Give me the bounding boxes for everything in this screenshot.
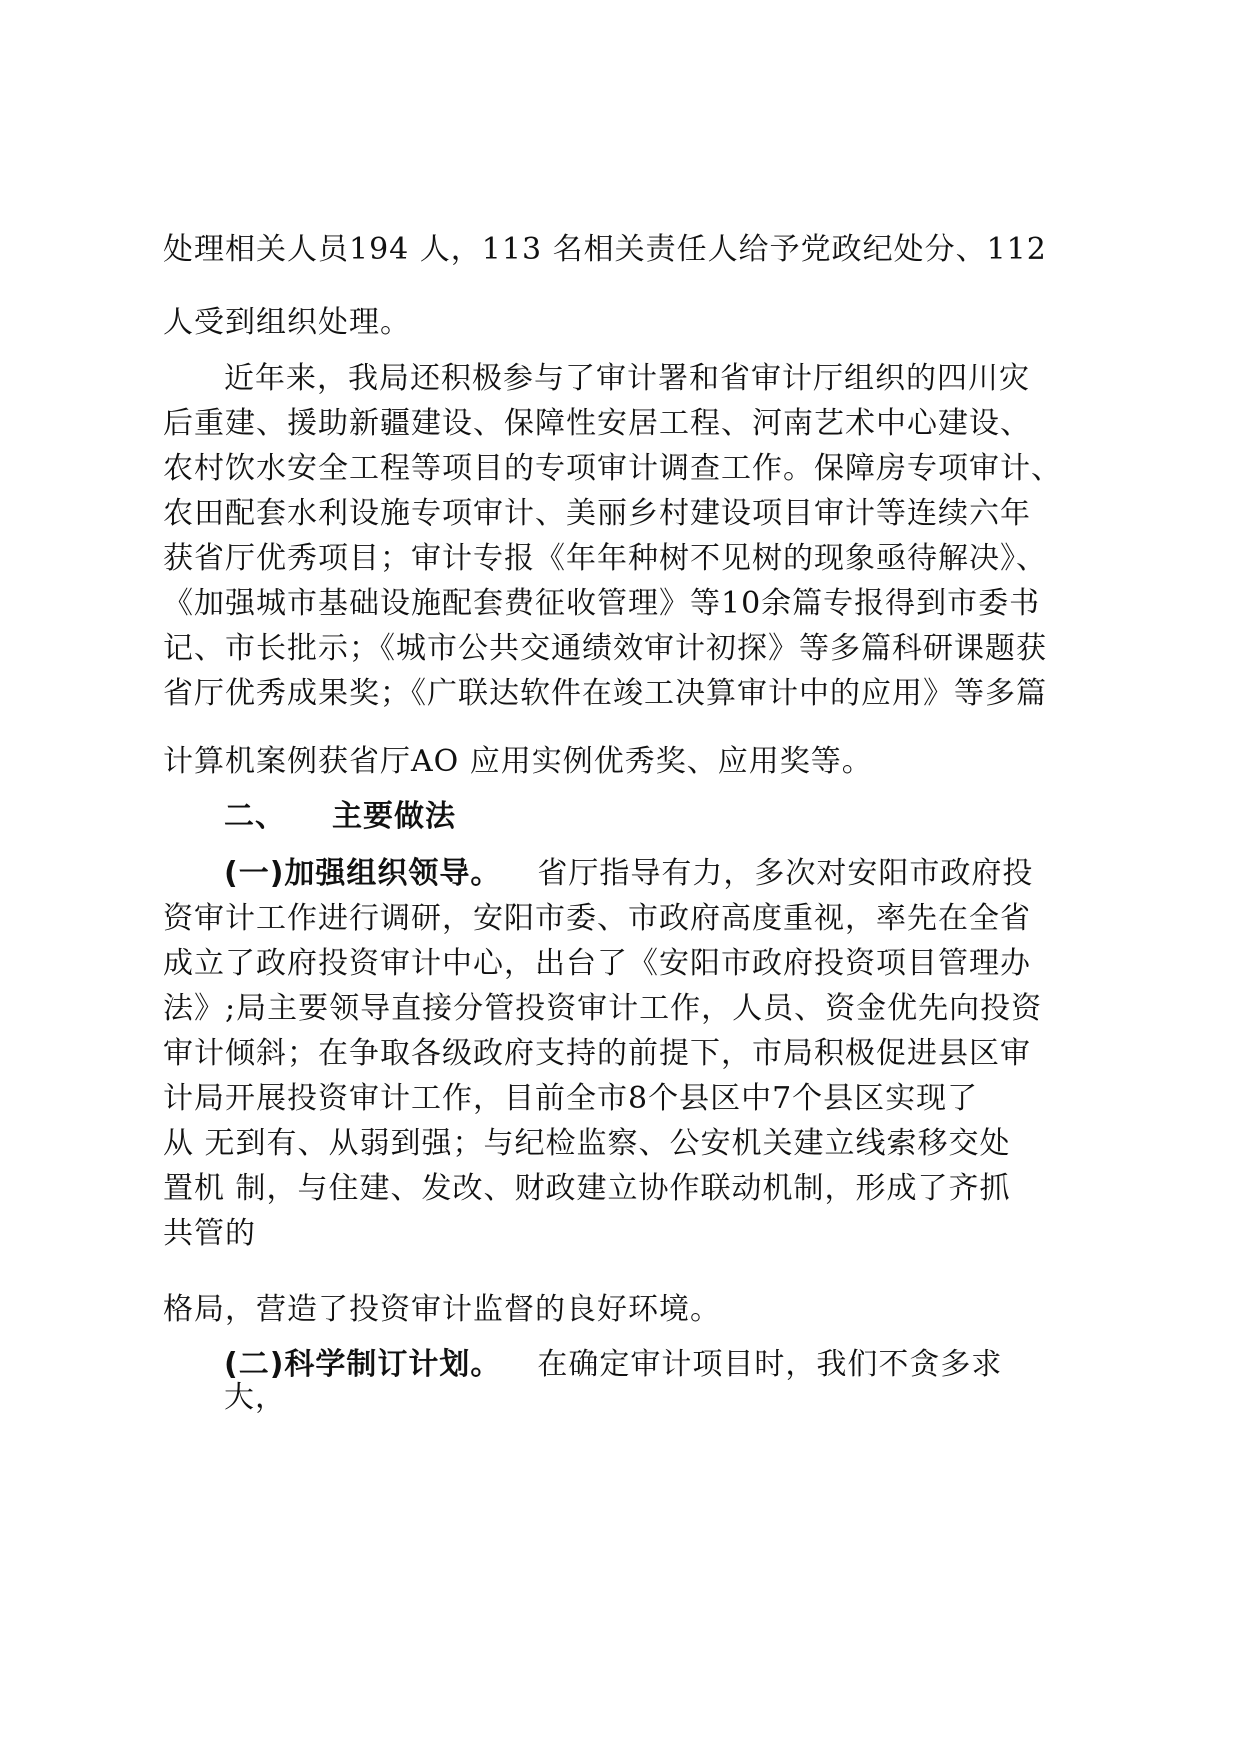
body-text-line: 计局开展投资审计工作，目前全市8个县区中7个县区实现了 [163, 1081, 979, 1116]
body-text-line: 后重建、援助新疆建设、保障性安居工程、河南艺术中心建设、 [163, 406, 1031, 441]
subsection-1-first-line [224, 856, 1033, 892]
section-heading [224, 799, 456, 835]
body-text-line: 农村饮水安全工程等项目的专项审计调查工作。保障房专项审计、 [163, 451, 1062, 486]
body-text-line: 计算机案例获省厅AO 应用实例优秀奖、应用奖等。 [163, 744, 873, 779]
section-heading-number: 二、 [224, 799, 286, 834]
body-text-line: 审计倾斜；在争取各级政府支持的前提下，市局积极促进县区审 [163, 1036, 1031, 1071]
body-text-line: 法》;局主要领导直接分管投资审计工作，人员、资金优先向投资 [163, 991, 1043, 1026]
section-heading-title: 主要做法 [332, 799, 456, 834]
body-text-line: 成立了政府投资审计中心，出台了《安阳市政府投资项目管理办 [163, 946, 1031, 981]
subsection-1-title: (一)加强组织领导。 [224, 856, 502, 891]
body-text-line: 从 无到有、从弱到强；与纪检监察、公安机关建立线索移交处 [163, 1126, 1011, 1161]
body-text-line: 获省厅优秀项目；审计专报《年年种树不见树的现象亟待解决》、 [163, 541, 1047, 576]
subsection-2-first-line [224, 1347, 1002, 1383]
body-text-line: 共管的 [163, 1216, 256, 1251]
body-text-line: 《加强城市基础设施配套费征收管理》等10余篇专报得到市委书 [163, 586, 1041, 621]
subsection-2-title: (二)科学制订计划。 [224, 1347, 502, 1382]
body-text-line: 农田配套水利设施专项审计、美丽乡村建设项目审计等连续六年 [163, 496, 1031, 531]
body-text-line: 置机 制，与住建、发改、财政建立协作联动机制，形成了齐抓 [163, 1171, 1011, 1206]
subsection-1-text: 省厅指导有力，多次对安阳市政府投 [537, 856, 1034, 891]
paragraph-first-line: 近年来，我局还积极参与了审计署和省审计厅组织的四川灾 [224, 361, 1030, 396]
subsection-2-text: 在确定审计项目时，我们不贪多求 [537, 1347, 1003, 1382]
body-text-line: 记、市长批示；《城市公共交通绩效审计初探》等多篇科研课题获 [163, 631, 1047, 666]
body-text-line: 资审计工作进行调研，安阳市委、市政府高度重视，率先在全省 [163, 901, 1031, 936]
body-text-line: 省厅优秀成果奖；《广联达软件在竣工决算审计中的应用》等多篇 [163, 676, 1047, 711]
body-text-line: 人受到组织处理。 [163, 305, 411, 340]
body-text-line: 格局，营造了投资审计监督的良好环境。 [163, 1292, 721, 1327]
body-text-line: 处理相关人员194 人，113 名相关责任人给予党政纪处分、112 [163, 232, 1047, 267]
body-text-line: 大， [224, 1380, 286, 1415]
